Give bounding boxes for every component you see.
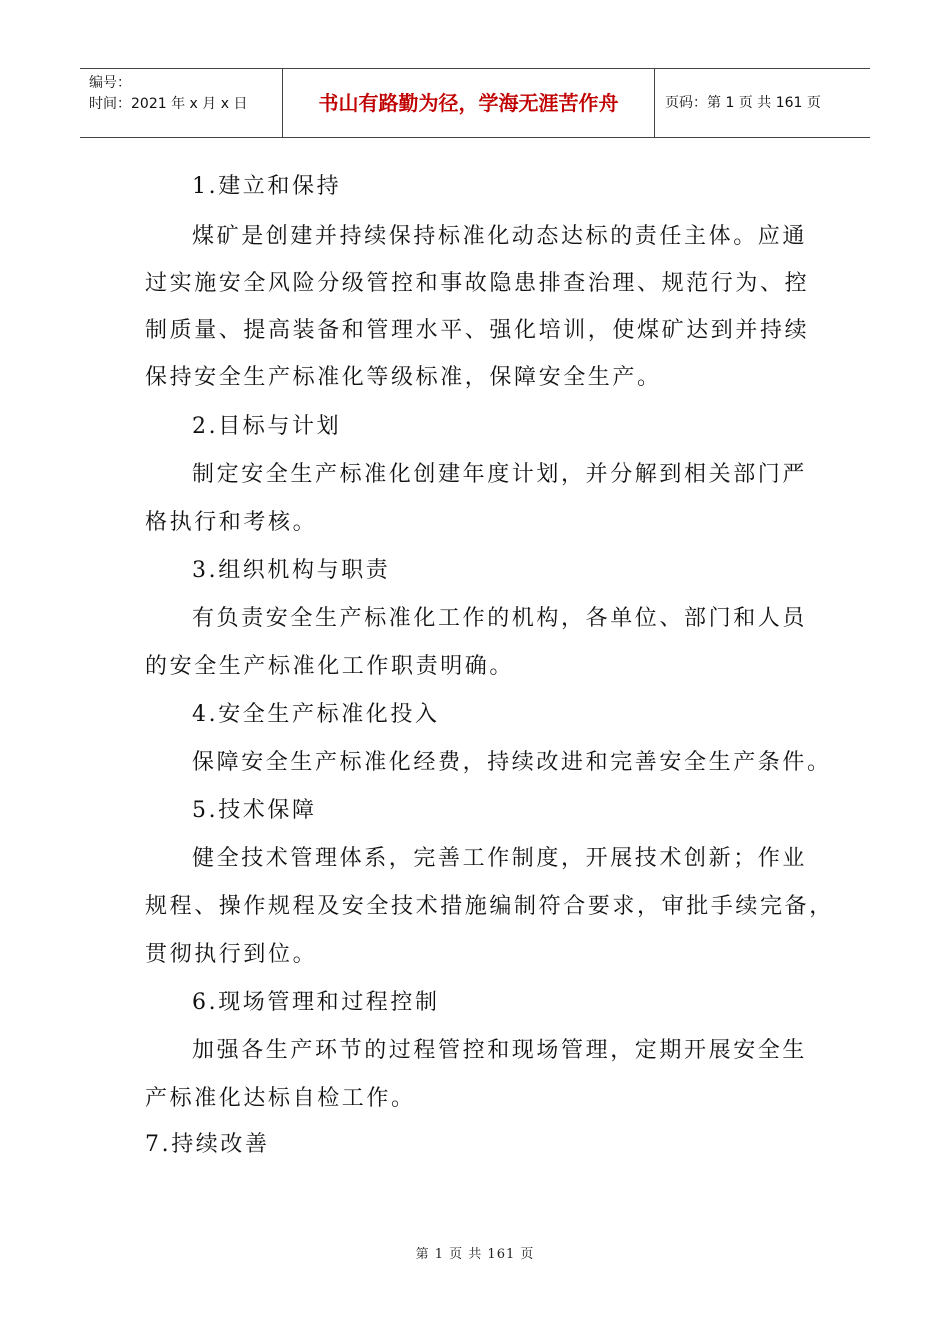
- paragraph-line: 的安全生产标准化工作职责明确。: [145, 654, 515, 679]
- heading-4: 4.安全生产标准化投入: [192, 702, 440, 727]
- date-label: 时间：2021 年 x 月 x 日: [89, 96, 248, 112]
- heading-3: 3.组织机构与职责: [192, 558, 391, 583]
- header-meta-cell: [80, 69, 283, 137]
- paragraph-line: 制定安全生产标准化创建年度计划，并分解到相关部门严: [192, 462, 808, 487]
- paragraph-line: 产标准化达标自检工作。: [145, 1086, 416, 1111]
- header-page-info: 页码：第 1 页 共 161 页: [665, 95, 821, 111]
- document-header: [80, 68, 870, 138]
- number-label: 编号：: [89, 75, 131, 91]
- header-motto: 书山有路勤为径，学海无涯苦作舟: [283, 69, 655, 137]
- paragraph-line: 格执行和考核。: [145, 510, 318, 535]
- paragraph-line: 保持安全生产标准化等级标准，保障安全生产。: [145, 365, 662, 390]
- paragraph-line: 制质量、提高装备和管理水平、强化培训，使煤矿达到并持续: [145, 318, 810, 343]
- heading-5: 5.技术保障: [192, 798, 317, 823]
- paragraph-line: 保障安全生产标准化经费，持续改进和完善安全生产条件。: [192, 750, 832, 775]
- paragraph-line: 加强各生产环节的过程管控和现场管理，定期开展安全生: [192, 1038, 808, 1063]
- paragraph-line: 规程、操作规程及安全技术措施编制符合要求，审批手续完备，: [145, 894, 834, 919]
- heading-2: 2.目标与计划: [192, 414, 342, 439]
- paragraph-line: 过实施安全风险分级管控和事故隐患排查治理、规范行为、控: [145, 271, 810, 296]
- paragraph-line: 健全技术管理体系，完善工作制度，开展技术创新；作业: [192, 846, 808, 871]
- heading-7: 7.持续改善: [145, 1132, 270, 1157]
- paragraph-line: 煤矿是创建并持续保持标准化动态达标的责任主体。应通: [192, 224, 808, 249]
- page-footer: 第 1 页 共 161 页: [415, 1247, 535, 1262]
- paragraph-line: 有负责安全生产标准化工作的机构，各单位、部门和人员: [192, 606, 808, 631]
- heading-1: 1.建立和保持: [192, 174, 342, 199]
- paragraph-line: 贯彻执行到位。: [145, 942, 318, 967]
- heading-6: 6.现场管理和过程控制: [192, 990, 440, 1015]
